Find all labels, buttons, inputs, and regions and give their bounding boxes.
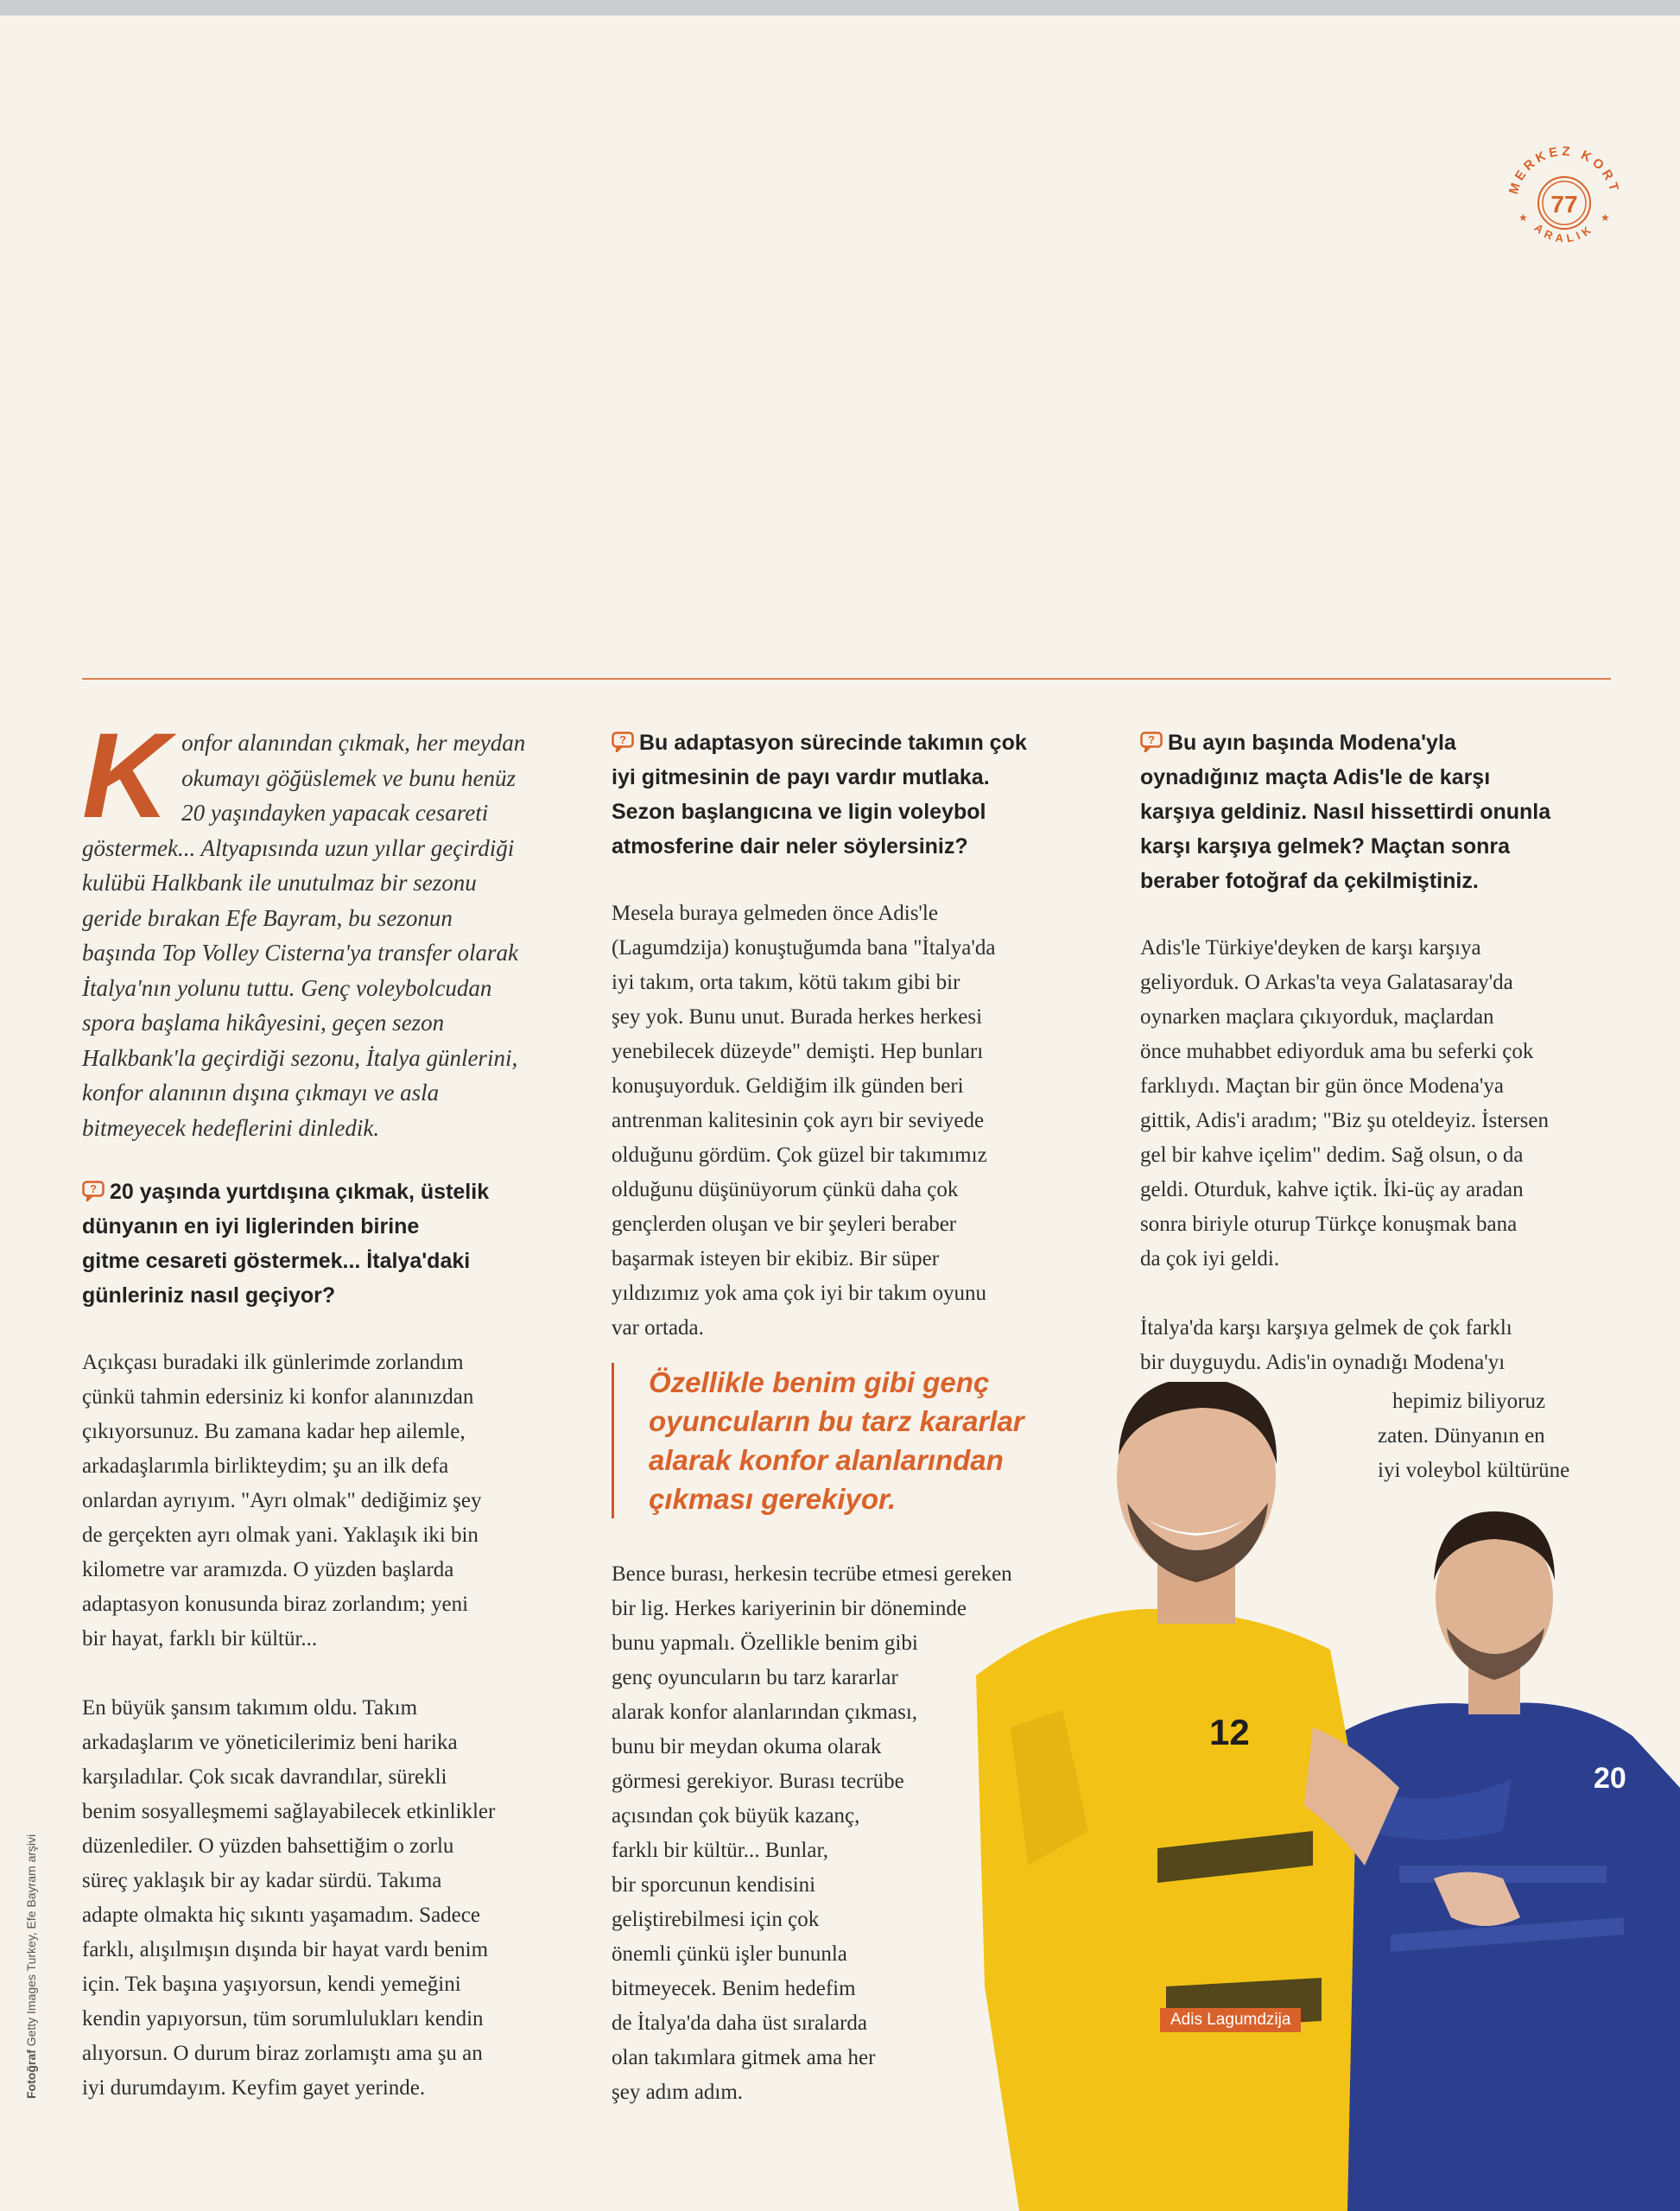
svg-text:?: ?	[90, 1182, 97, 1195]
text-line: sonra biriyle oturup Türkçe konuşmak bana	[1140, 1213, 1518, 1236]
jersey-number-left: 12	[1209, 1712, 1250, 1752]
text-line: geliştirebilmesi için çok	[612, 1908, 820, 1931]
text-line: antrenman kalitesinin çok ayrı bir seviyede	[612, 1109, 985, 1132]
text-line: bir hayat, farklı bir kültür...	[82, 1627, 318, 1650]
players-photo	[950, 1382, 1680, 2211]
column-2	[612, 725, 1095, 1346]
text-line: bunu bir meydan okuma olarak	[612, 1735, 882, 1758]
text-line: olduğunu gördüm. Çok güzel bir takımımız	[612, 1144, 987, 1167]
text-line: alarak konfor alanlarından çıkması,	[612, 1701, 918, 1724]
photo-credit-text: Getty Images Turkey, Efe Bayram arşivi	[24, 1834, 38, 2047]
question-1	[82, 1175, 566, 1313]
intro-line: spora başlama hikâyesini, geçen sezon	[82, 1010, 445, 1036]
intro-line: İtalya'nın yolunu tuttu. Genç voleybolcudan	[82, 974, 492, 1001]
text-line: hepimiz biliyoruz	[1392, 1390, 1546, 1413]
question-3	[1140, 725, 1624, 898]
question-line: Bu adaptasyon sürecinde takımın çok	[639, 731, 1027, 755]
question-line: dünyanın en iyi liglerinden birine	[82, 1214, 420, 1239]
intro-line: Halkbank'la geçirdiği sezonu, İtalya günlerini,	[82, 1044, 518, 1071]
badge-top-text: MERKEZ KORT	[1506, 143, 1623, 196]
text-line: gençlerden oluşan ve bir şeyleri beraber	[612, 1213, 957, 1236]
text-line: konuşuyorduk. Geldiğim ilk günden beri	[612, 1074, 964, 1098]
question-line: günleriniz nasıl geçiyor?	[82, 1283, 336, 1308]
page-number: 77	[1550, 191, 1578, 218]
text-line: onlardan ayrıyım. "Ayrı olmak" dediğimiz şey	[82, 1489, 482, 1512]
text-line: (Lagumdzija) konuştuğumda bana "İtalya'da	[612, 936, 996, 960]
intro-line: başında Top Volley Cisterna'ya transfer olarak	[82, 940, 519, 966]
answer-2-paragraph-1	[612, 896, 1095, 1346]
text-line: geldi. Oturduk, kahve içtik. İki-üç ay aradan	[1140, 1178, 1524, 1201]
photo-credit	[24, 1834, 38, 2099]
text-line: de gerçekten ayrı olmak yani. Yaklaşık iki bin	[82, 1524, 479, 1547]
text-line: şey yok. Bunu unut. Burada herkes herkesi	[612, 1005, 983, 1029]
text-line: gittik, Adis'i aradım; "Biz şu oteldeyiz. İstersen	[1140, 1109, 1549, 1132]
text-line: genç oyuncuların bu tarz kararlar	[612, 1666, 898, 1689]
text-line: yenebilecek düzeyde" demişti. Hep bunları	[612, 1040, 984, 1063]
question-2	[612, 725, 1095, 864]
text-line: bir lig. Herkes kariyerinin bir döneminde	[612, 1597, 967, 1620]
answer-3-paragraph-1	[1140, 931, 1624, 1277]
text-line: olduğunu düşünüyorum çünkü daha çok	[612, 1178, 959, 1201]
text-line: kendin yapıyorsun, tüm sorumlulukları kendin	[82, 2007, 484, 2030]
text-line: için. Tek başına yaşıyorsun, kendi yemeğini	[82, 1973, 461, 1996]
text-line: geliyorduk. O Arkas'ta veya Galatasaray'da	[1140, 971, 1513, 994]
intro-line: bitmeyecek hedeflerini dinledik.	[82, 1114, 380, 1141]
text-line: Açıkçası buradaki ilk günlerimde zorlandım	[82, 1351, 464, 1374]
jersey-number-right: 20	[1594, 1762, 1626, 1795]
question-line: karşı karşıya gelmek? Maçtan sonra	[1140, 834, 1511, 858]
top-edge-band	[0, 0, 1680, 16]
text-line: bunu yapmalı. Özellikle benim gibi	[612, 1631, 918, 1655]
text-line: bir duyguydu. Adis'in oynadığı Modena'yı	[1140, 1351, 1506, 1374]
intro-paragraph	[82, 707, 566, 1145]
question-line: karşıya geldiniz. Nasıl hissettirdi onunla	[1140, 800, 1551, 824]
drop-cap: K	[82, 707, 170, 843]
text-line: benim sosyalleşmemi sağlayabilecek etkinlikler	[82, 1800, 496, 1823]
svg-text:?: ?	[1148, 733, 1155, 746]
svg-text:?: ?	[619, 733, 626, 746]
question-bubble-icon	[82, 1181, 105, 1201]
text-line: karşıladılar. Çok sıcak davrandılar, sürekli	[82, 1765, 447, 1789]
question-bubble-icon	[1140, 732, 1163, 752]
star-icon: ★	[1518, 212, 1528, 224]
pull-quote-line: Özellikle benim gibi genç	[649, 1366, 990, 1398]
text-line: iyi voleybol kültürüne	[1378, 1459, 1570, 1482]
text-line: çünkü tahmin edersiniz ki konfor alanınızdan	[82, 1385, 474, 1409]
text-line: arkadaşlarım ve yöneticilerimiz beni harika	[82, 1731, 458, 1754]
text-line: arkadaşlarımla birlikteydim; şu an ilk defa	[82, 1454, 449, 1478]
text-line: düzenlediler. O yüzden bahsettiğim o zorlu	[82, 1834, 454, 1858]
pull-quote-line: çıkması gerekiyor.	[649, 1483, 897, 1515]
question-line: Sezon başlangıcına ve ligin voleybol	[612, 800, 986, 824]
text-line: adapte olmakta hiç sıkıntı yaşamadım. Sadece	[82, 1904, 480, 1927]
text-line: iyi durumdayım. Keyfim gayet yerinde.	[82, 2076, 426, 2100]
text-line: farklı, alışılmışın dışında bir hayat vardı benim	[82, 1938, 489, 1961]
column-1	[82, 707, 566, 2106]
intro-line: konfor alanının dışına çıkmayı ve asla	[82, 1080, 440, 1106]
text-line: En büyük şansım takımım oldu. Takım	[82, 1696, 418, 1720]
column-3	[1140, 725, 1624, 1380]
answer-3-paragraph-2-wrapped	[1378, 1384, 1617, 1488]
answer-3-paragraph-2	[1140, 1311, 1624, 1380]
text-line: iyi takım, orta takım, kötü takım gibi bir	[612, 971, 960, 994]
player-left	[976, 1382, 1399, 2211]
text-line: Bence burası, herkesin tecrübe etmesi gereken	[612, 1562, 1012, 1586]
text-line: bir sporcunun kendisini	[612, 1873, 816, 1897]
page-badge	[1499, 138, 1629, 268]
answer-1-paragraph-2	[82, 1691, 566, 2106]
question-line: 20 yaşında yurtdışına çıkmak, üstelik	[110, 1180, 490, 1204]
text-line: görmesi gerekiyor. Burası tecrübe	[612, 1770, 904, 1793]
photo-credit-label: Fotoğraf	[24, 2049, 38, 2099]
text-line: süreç yaklaşık bir ay kadar sürdü. Takıma	[82, 1869, 442, 1892]
intro-line: 20 yaşındayken yapacak cesareti	[181, 800, 489, 826]
badge-bottom-text: ARALIK	[1531, 220, 1597, 245]
text-line: olan takımlara gitmek ama her	[612, 2046, 876, 2069]
intro-line: kulübü Halkbank ile unutulmaz bir sezonu	[82, 870, 477, 896]
section-divider	[82, 678, 1611, 680]
question-line: beraber fotoğraf da çekilmiştiniz.	[1140, 869, 1479, 893]
text-line: adaptasyon konusunda biraz zorlandım; yeni	[82, 1593, 469, 1616]
answer-1-paragraph-1	[82, 1346, 566, 1657]
intro-line: geride bırakan Efe Bayram, bu sezonun	[82, 904, 453, 931]
text-line: de İtalya'da daha üst sıralarda	[612, 2011, 868, 2035]
text-line: zaten. Dünyanın en	[1378, 1424, 1545, 1448]
pull-quote-line: alarak konfor alanlarından	[649, 1444, 1004, 1476]
photo-caption: Adis Lagumdzija	[1160, 2008, 1301, 2032]
text-line: açısından çok büyük kazanç,	[612, 1804, 860, 1828]
text-line: kilometre var aramızda. O yüzden başlarda	[82, 1558, 454, 1581]
player-right	[1322, 1511, 1680, 2211]
text-line: farklıydı. Maçtan bir gün önce Modena'ya	[1140, 1074, 1505, 1098]
text-line: gel bir kahve içelim" dedim. Sağ olsun, o da	[1140, 1144, 1524, 1167]
text-line: İtalya'da karşı karşıya gelmek de çok farklı	[1140, 1316, 1512, 1340]
svg-text:MERKEZ KORT	[1506, 144, 1622, 196]
text-line: Mesela buraya gelmeden önce Adis'le	[612, 902, 938, 925]
question-line: iyi gitmesinin de payı vardır mutlaka.	[612, 765, 990, 789]
text-line: bitmeyecek. Benim hedefim	[612, 1977, 856, 2000]
text-line: alıyorsun. O durum biraz zorlamıştı ama şu an	[82, 2042, 483, 2065]
text-line: farklı bir kültür... Bunlar,	[612, 1839, 829, 1862]
intro-line: göstermek... Altyapısında uzun yıllar geçirdiği	[82, 834, 515, 861]
text-line: önemli çünkü işler bununla	[612, 1942, 847, 1966]
text-line: önce muhabbet ediyorduk ama bu seferki çok	[1140, 1040, 1534, 1063]
text-line: şey adım adım.	[612, 2081, 744, 2104]
text-line: çıkıyorsunuz. Bu zamana kadar hep ailemle,	[82, 1420, 466, 1443]
question-line: atmosferine dair neler söylersiniz?	[612, 834, 968, 858]
question-line: Bu ayın başında Modena'yla	[1168, 731, 1456, 755]
pull-quote-line: oyuncuların bu tarz kararlar	[649, 1405, 1024, 1437]
star-icon: ★	[1601, 212, 1610, 224]
text-line: da çok iyi geldi.	[1140, 1247, 1280, 1270]
text-line: Adis'le Türkiye'deyken de karşı karşıya	[1140, 936, 1481, 960]
intro-line: okumayı göğüslemek ve bunu henüz	[181, 764, 516, 791]
question-line: oynadığınız maçta Adis'le de karşı	[1140, 765, 1491, 789]
text-line: başarmak isteyen bir ekibiz. Bir süper	[612, 1247, 940, 1270]
text-line: yıldızımız yok ama çok iyi bir takım oyunu	[612, 1282, 986, 1305]
text-line: var ortada.	[612, 1316, 704, 1340]
question-bubble-icon	[612, 732, 634, 752]
text-line: oynarken maçlara çıkıyorduk, maçlardan	[1140, 1005, 1494, 1029]
intro-line: onfor alanından çıkmak, her meydan	[181, 730, 526, 756]
question-line: gitme cesareti göstermek... İtalya'daki	[82, 1249, 471, 1273]
